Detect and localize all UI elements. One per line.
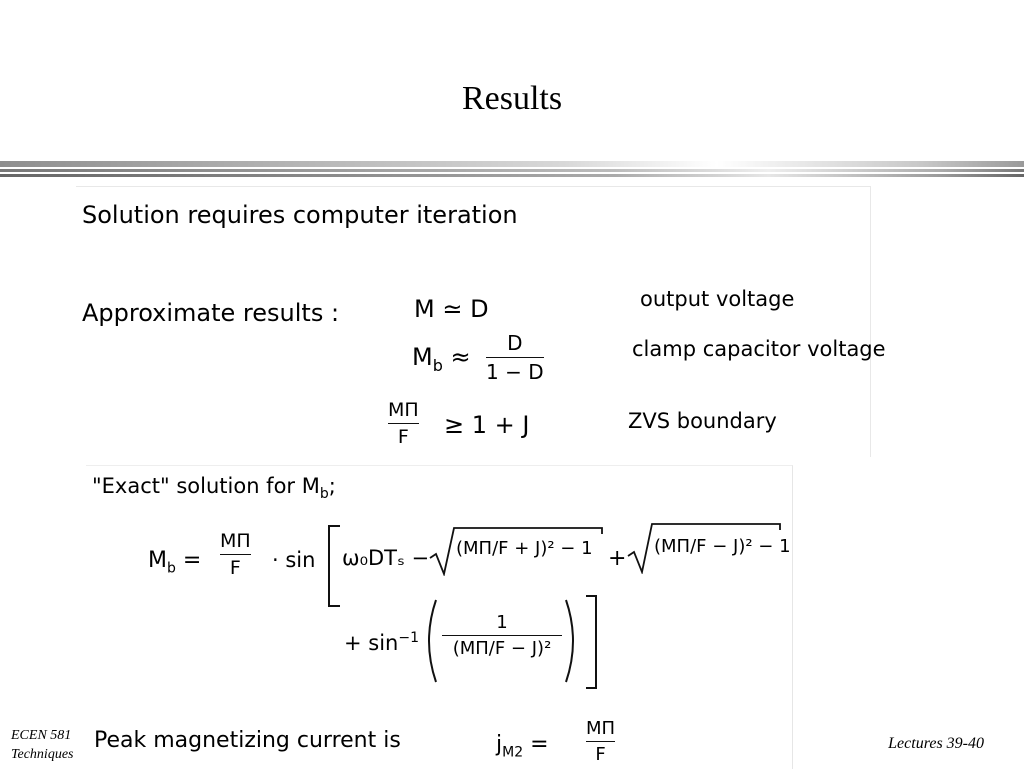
lecture-footer: Lectures 39-40: [888, 735, 984, 752]
zvs-eq-rhs: ≥ 1 + J: [444, 411, 530, 439]
clamp-eq-fraction: D 1 − D: [486, 331, 544, 384]
course-footer: [11, 726, 73, 764]
sqrt-term-1: (MΠ/F + J)² − 1: [456, 538, 593, 559]
course-code: ECEN 581: [11, 728, 72, 743]
left-paren-icon: [420, 596, 440, 686]
mb-coefficient-fraction: MΠ F: [220, 530, 251, 579]
approximate-results-label: Approximate results :: [82, 299, 340, 327]
iteration-note: Solution requires computer iteration: [82, 201, 518, 229]
clamp-capacitor-voltage-label: clamp capacitor voltage: [632, 337, 886, 361]
output-voltage-equation: M ≃ D: [414, 295, 489, 323]
sin-operator: · sin: [272, 548, 316, 572]
mb-lhs: $M_b$ =: [148, 548, 202, 577]
clamp-eq-lhs: $M_b$ ≈: [412, 343, 471, 375]
exact-solution-label: "Exact" solution for $M_b$;: [92, 474, 336, 503]
approximate-results-panel: [76, 186, 886, 457]
omega-term: ω₀DTₛ −: [342, 546, 430, 570]
slide-title: Results: [461, 80, 563, 117]
arcsin-prefix: + $\sin^{-1}$: [344, 630, 419, 655]
right-bracket-icon: [582, 594, 602, 690]
output-voltage-label: output voltage: [640, 287, 795, 311]
jm2-lhs: $j_{M2}$ =: [496, 732, 549, 761]
right-paren-icon: [562, 596, 582, 686]
sqrt-term-2: (MΠ/F − J)² − 1: [654, 536, 791, 557]
exact-solution-panel: [86, 465, 793, 769]
zvs-eq-fraction: MΠ F: [388, 399, 419, 448]
zvs-boundary-label: ZVS boundary: [628, 409, 777, 433]
title-divider-top: [0, 161, 1024, 167]
title-divider-middle: [0, 169, 1024, 172]
plus-sign: +: [608, 546, 627, 571]
course-subject: Techniques: [11, 747, 74, 762]
jm2-fraction: MΠ F: [586, 718, 616, 765]
arcsin-fraction: 1 (MΠ/F − J)²: [442, 612, 562, 659]
peak-current-label: Peak magnetizing current is: [94, 728, 401, 753]
title-divider-bottom: [0, 174, 1024, 177]
left-bracket-icon: [324, 524, 344, 608]
